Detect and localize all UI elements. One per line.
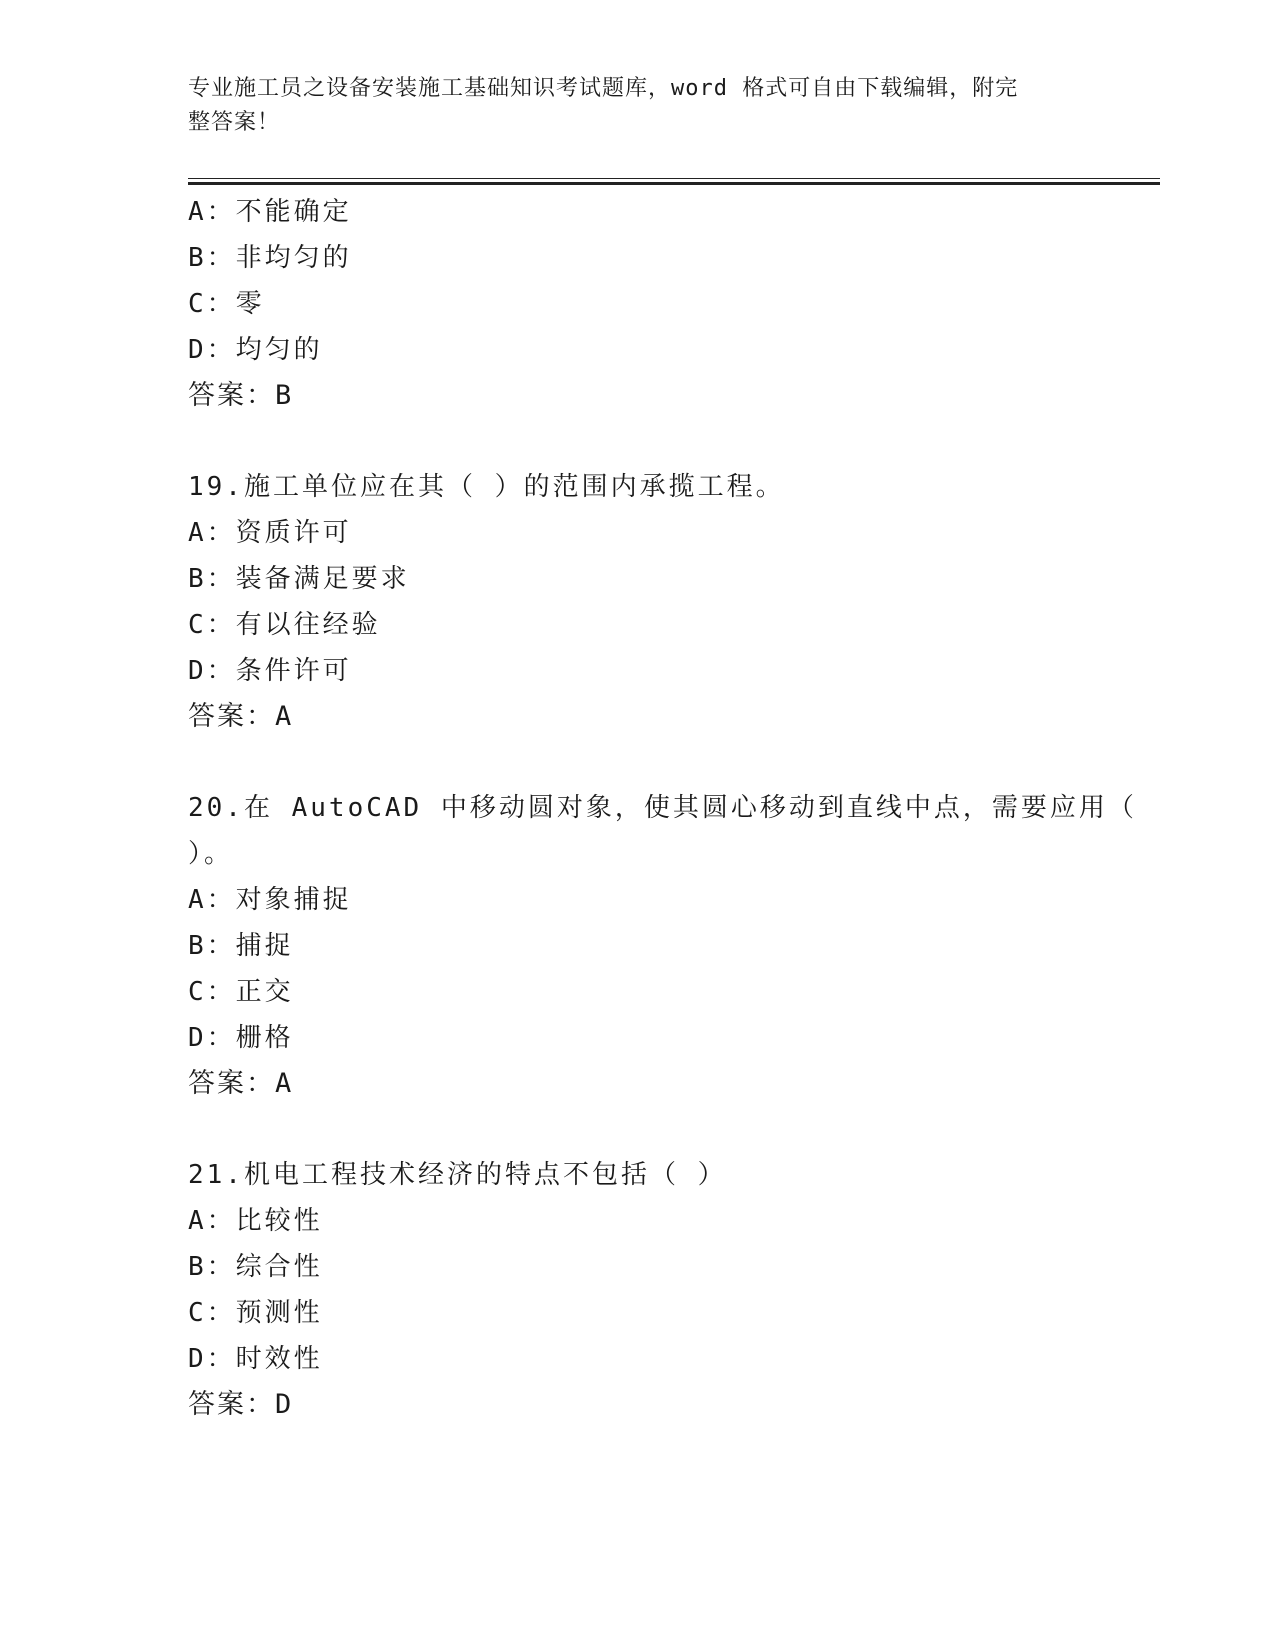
header-rule-thick	[188, 182, 1160, 185]
answer-line	[188, 694, 1088, 740]
option-b: B：捕捉	[188, 931, 294, 961]
option-d: D：条件许可	[188, 656, 352, 686]
answer-label: 答案：	[188, 1068, 275, 1099]
option-c: C：零	[188, 289, 265, 319]
option-d: D：栅格	[188, 1023, 294, 1053]
option-a: A：不能确定	[188, 197, 352, 227]
answer-value: A	[275, 701, 294, 732]
option-a: A：比较性	[188, 1206, 323, 1236]
question-block-20	[188, 785, 1137, 1107]
answer-value: A	[275, 1068, 294, 1099]
question-block-18	[188, 189, 1088, 419]
header-rule-thin	[188, 178, 1160, 179]
option-c: C：有以往经验	[188, 610, 381, 640]
question-content	[188, 189, 1137, 1428]
answer-line	[188, 1061, 1088, 1107]
header-line-1: 专业施工员之设备安装施工基础知识考试题库，word 格式可自由下载编辑，附完	[188, 76, 1019, 101]
question-text: 19.施工单位应在其（ ）的范围内承揽工程。	[188, 472, 785, 502]
option-a: A：对象捕捉	[188, 885, 352, 915]
option-c: C：正交	[188, 977, 294, 1007]
question-text: 20.在 AutoCAD 中移动圆对象，使其圆心移动到直线中点，需要应用（	[188, 793, 1137, 823]
answer-label: 答案：	[188, 380, 275, 411]
option-d: D：时效性	[188, 1344, 323, 1374]
answer-label: 答案：	[188, 1389, 275, 1420]
document-header	[188, 72, 1068, 140]
question-text: 21.机电工程技术经济的特点不包括（ ）	[188, 1160, 727, 1190]
option-b: B：非均匀的	[188, 243, 352, 273]
option-a: A：资质许可	[188, 518, 352, 548]
header-line-2: 整答案！	[188, 110, 281, 135]
option-c: C：预测性	[188, 1298, 323, 1328]
answer-label: 答案：	[188, 701, 275, 732]
question-text-continued: ）。	[188, 839, 234, 869]
option-b: B：综合性	[188, 1252, 323, 1282]
option-b: B：装备满足要求	[188, 564, 410, 594]
answer-value: B	[275, 380, 294, 411]
answer-line	[188, 1382, 1088, 1428]
answer-line	[188, 373, 1088, 419]
answer-value: D	[275, 1389, 294, 1420]
question-block-21	[188, 1152, 1088, 1428]
question-block-19	[188, 464, 1088, 740]
option-d: D：均匀的	[188, 335, 323, 365]
